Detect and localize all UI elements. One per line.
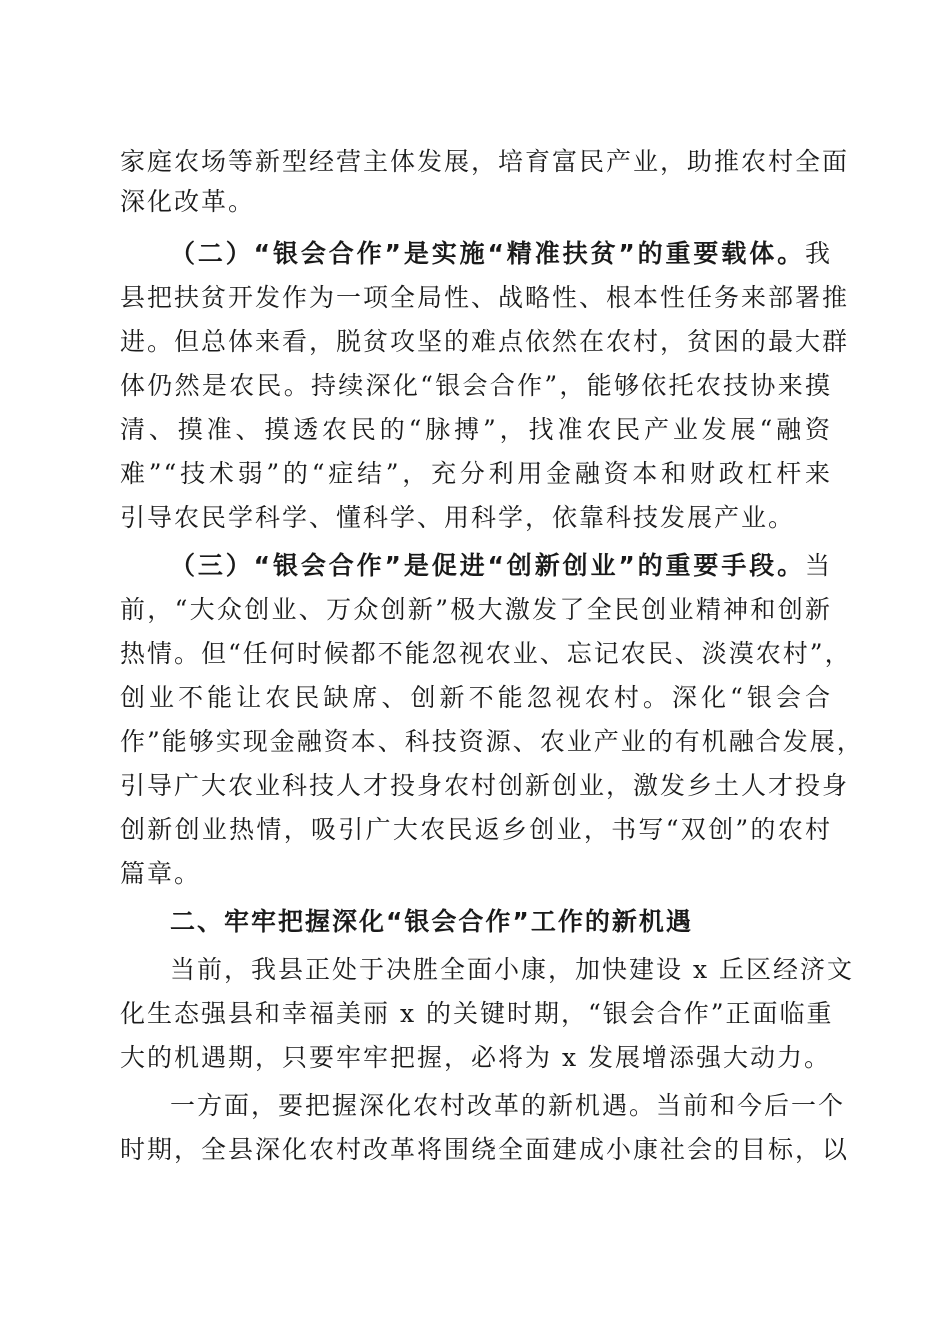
paragraph-line: 引导农民学科学、懂科学、用科学，依靠科技发展产业。	[120, 503, 796, 532]
paragraph-line: 一方面，要把握深化农村改革的新机遇。当前和今后一个	[170, 1091, 846, 1120]
paragraph-text: 当	[804, 551, 832, 580]
paragraph-line: 时期，全县深化农村改革将围绕全面建成小康社会的目标，以	[120, 1135, 850, 1164]
paragraph-line: 难”“技术弱”的“症结”，充分利用金融资本和财政杠杆来	[120, 459, 832, 488]
paragraph-line: 热情。但“任何时候都不能忽视农业、忘记农民、淡漠农村”，	[120, 639, 852, 668]
paragraph-line: 引导广大农业科技人才投身农村创新创业，激发乡土人才投身	[120, 771, 850, 800]
paragraph-line: 创新创业热情，吸引广大农民返乡创业，书写“双创”的农村	[120, 815, 832, 844]
paragraph-line: 化生态强县和幸福美丽 x 的关键时期，“银会合作”正面临重	[120, 999, 834, 1028]
subsection-title: （二）“银会合作”是实施“精准扶贫”的重要载体。	[170, 239, 805, 268]
paragraph-line: 家庭农场等新型经营主体发展，培育富民产业，助推农村全面	[120, 147, 850, 176]
paragraph-line	[120, 546, 832, 586]
paragraph-line: 当前，我县正处于决胜全面小康，加快建设 x 丘区经济文	[170, 955, 854, 984]
paragraph-line: 深化改革。	[120, 187, 256, 216]
paragraph-line: 县把扶贫开发作为一项全局性、战略性、根本性任务来部署推	[120, 283, 850, 312]
paragraph-line: 进。但总体来看，脱贫攻坚的难点依然在农村，贫困的最大群	[120, 327, 850, 356]
paragraph-line: 清、摸准、摸透农民的“脉搏”，找准农民产业发展“融资	[120, 415, 832, 444]
paragraph-line	[120, 234, 832, 274]
subsection-title: （三）“银会合作”是促进“创新创业”的重要手段。	[170, 551, 805, 580]
paragraph-line: 大的机遇期，只要牢牢把握，必将为 x 发展增添强大动力。	[120, 1043, 831, 1072]
paragraph-line: 创业不能让农民缺席、创新不能忽视农村。深化“银会合	[120, 683, 832, 712]
paragraph-line: 作”能够实现金融资本、科技资源、农业产业的有机融合发展，	[120, 727, 864, 756]
section-heading: 二、牢牢把握深化“银会合作”工作的新机遇	[170, 907, 693, 936]
paragraph-line: 前，“大众创业、万众创新”极大激发了全民创业精神和创新	[120, 595, 832, 624]
paragraph-line: 体仍然是农民。持续深化“银会合作”，能够依托农技协来摸	[120, 371, 832, 400]
paragraph-text: 我	[804, 239, 832, 268]
paragraph-line: 篇章。	[120, 859, 202, 888]
